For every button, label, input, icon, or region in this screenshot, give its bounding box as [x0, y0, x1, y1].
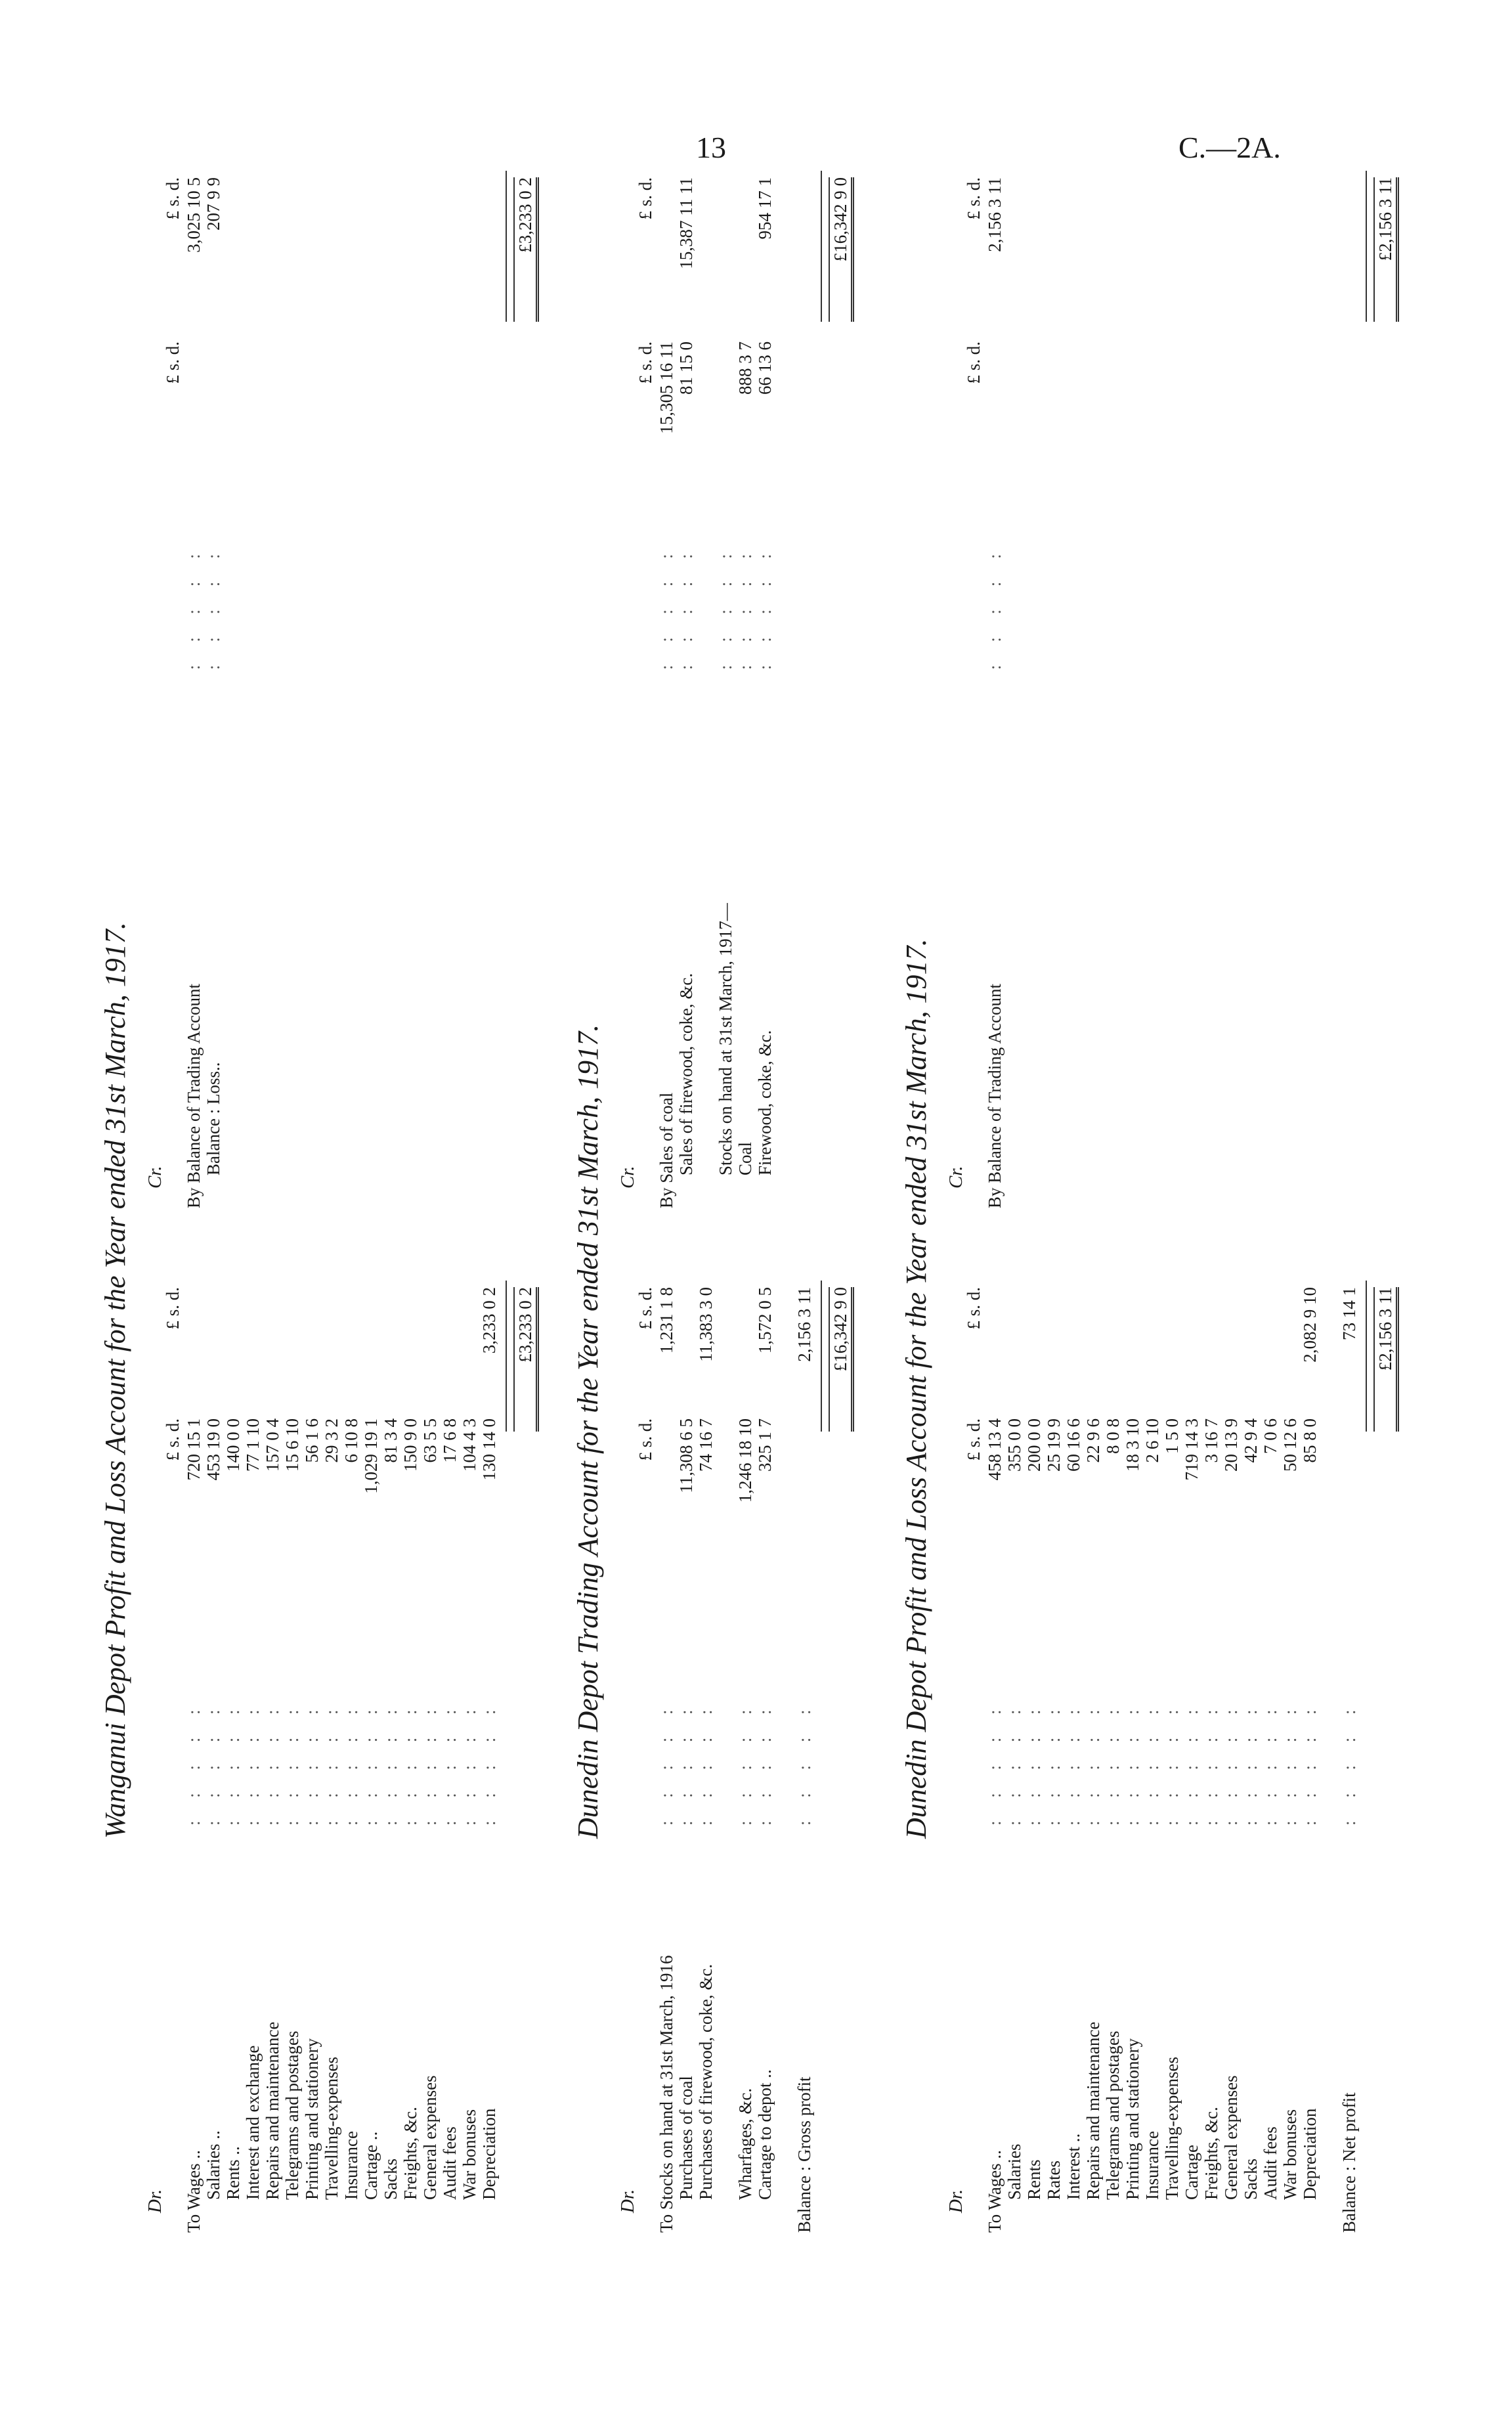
row-amount-inner: 1,029 19 1 — [361, 1418, 381, 1494]
row-amount-inner: 140 0 0 — [223, 1418, 243, 1472]
ledger-row — [204, 164, 223, 1208]
row-amount-outer: 11,383 3 0 — [696, 1287, 716, 1362]
cr-label: Cr. — [617, 1166, 638, 1189]
row-amount-outer: 2,082 9 10 — [1300, 1287, 1320, 1363]
leader-dots: : : : : : — [735, 544, 755, 670]
row-amount-outer: 207 9 9 — [204, 177, 223, 230]
currency-heading-outer: £ s. d. — [163, 1287, 183, 1330]
row-amount-inner: 888 3 7 — [735, 341, 755, 395]
leader-dots: : : : : : — [243, 1700, 263, 1826]
leader-dots: : : : : : — [1201, 1700, 1221, 1826]
ledger-row — [1162, 1261, 1182, 2233]
row-label: Insurance — [1142, 2131, 1162, 2200]
row-amount-inner: 22 9 6 — [1083, 1418, 1103, 1463]
ledger-row — [1241, 1261, 1261, 2233]
ledger-row — [440, 1261, 460, 2233]
row-label: To Wages .. — [184, 2150, 204, 2233]
ledger-row — [184, 164, 204, 1208]
currency-heading-outer: £ s. d. — [636, 177, 655, 220]
row-label: Rents .. — [223, 2146, 243, 2200]
row-amount-inner: 77 1 10 — [243, 1418, 263, 1472]
row-amount-inner: 81 3 4 — [381, 1418, 400, 1463]
row-label: Interest and exchange — [243, 2045, 263, 2200]
leader-dots: : : : : : — [716, 544, 735, 670]
row-label: By Balance of Trading Account — [184, 984, 204, 1208]
cr-total: £3,233 0 2 — [513, 177, 539, 322]
total-rule — [1366, 171, 1367, 322]
currency-heading-outer: £ s. d. — [964, 1287, 983, 1330]
leader-dots: : : : : : — [341, 1700, 361, 1826]
row-amount-inner: 63 5 5 — [420, 1418, 440, 1463]
currency-heading-inner: £ s. d. — [636, 1418, 655, 1461]
row-label: To Stocks on hand at 31st March, 1916 — [657, 1955, 676, 2233]
ledger-row — [716, 164, 735, 1208]
row-label: Audit fees — [440, 2126, 460, 2200]
row-label: War bonuses — [1280, 2109, 1300, 2200]
row-label: Coal — [735, 1142, 755, 1175]
leader-dots: : : : : : — [282, 1700, 302, 1826]
row-amount-inner: 720 15 1 — [184, 1418, 204, 1481]
row-amount-inner: 50 12 6 — [1280, 1418, 1300, 1472]
total-rule — [506, 1281, 507, 1432]
currency-heading-outer: £ s. d. — [636, 1287, 655, 1330]
row-amount-inner: 81 15 0 — [676, 341, 696, 395]
leader-dots: : : : : : — [1103, 1700, 1123, 1826]
ledger-row — [985, 164, 1004, 1208]
currency-heading-inner: £ s. d. — [636, 341, 655, 384]
row-amount-inner: 29 3 2 — [322, 1418, 341, 1463]
ledger-row — [696, 164, 716, 1208]
leader-dots: : : : : : — [479, 1700, 499, 1826]
ledger-row — [1261, 1261, 1280, 2233]
leader-dots: : : : : : — [1024, 1700, 1044, 1826]
row-label: Balance : Loss.. — [204, 1062, 223, 1175]
ledger-row — [381, 1261, 400, 2233]
leader-dots: : : : : : — [1142, 1700, 1162, 1826]
account-title: Dunedin Depot Profit and Loss Account for the Year ended 31st March, 1917. — [900, 938, 932, 1839]
row-label: Firewood, coke, &c. — [755, 1030, 775, 1175]
leader-dots: : : : : : — [223, 1700, 243, 1826]
ledger-row — [794, 1261, 814, 2233]
cr-label: Cr. — [945, 1166, 966, 1189]
ledger-row — [735, 164, 755, 1208]
dr-total: £2,156 3 11 — [1373, 1287, 1399, 1432]
row-amount-inner: 719 14 3 — [1182, 1418, 1201, 1481]
ledger-row — [735, 1261, 755, 2233]
ledger-row — [1083, 1261, 1103, 2233]
row-label: Printing and stationery — [1123, 2038, 1142, 2200]
leader-dots: : : : : : — [302, 1700, 322, 1826]
leader-dots: : : : : : — [460, 1700, 479, 1826]
row-label: Freights, &c. — [1201, 2107, 1221, 2200]
currency-heading-inner: £ s. d. — [163, 341, 183, 384]
row-amount-outer: 3,025 10 5 — [184, 177, 204, 253]
row-amount-inner: 18 3 10 — [1123, 1418, 1142, 1472]
leader-dots: : : : : : — [755, 544, 775, 670]
leader-dots: : : : : : — [1241, 1700, 1261, 1826]
leader-dots: : : : : : — [1004, 1700, 1024, 1826]
row-label: War bonuses — [460, 2109, 479, 2200]
ledger-row — [479, 1261, 499, 2233]
row-label: General expenses — [1221, 2075, 1241, 2200]
ledger-row — [1280, 1261, 1300, 2233]
ledger-row — [1300, 1261, 1320, 2233]
row-amount-outer: 2,156 3 11 — [985, 177, 1004, 252]
row-label: Sacks — [381, 2159, 400, 2200]
leader-dots: : : : : : — [1123, 1700, 1142, 1826]
leader-dots: : : : : : — [1300, 1700, 1320, 1826]
row-label: Depreciation — [1300, 2108, 1320, 2200]
leader-dots: : : : : : — [794, 1700, 814, 1826]
row-label: Insurance — [341, 2131, 361, 2200]
ledger-row — [1123, 1261, 1142, 2233]
total-rule — [506, 171, 507, 322]
ledger-row — [460, 1261, 479, 2233]
cr-rows — [657, 164, 775, 1208]
leader-dots: : : : : : — [1044, 1700, 1064, 1826]
ledger-row — [1339, 1261, 1359, 2233]
ledger-row — [1024, 1261, 1044, 2233]
row-label: General expenses — [420, 2075, 440, 2200]
row-label: To Wages .. — [985, 2150, 1004, 2233]
ledger-row — [302, 1261, 322, 2233]
row-label: Freights, &c. — [400, 2107, 420, 2200]
row-label: Wharfages, &c. — [735, 2088, 755, 2200]
row-label: Stocks on hand at 31st March, 1917— — [716, 903, 735, 1175]
row-label: Purchases of firewood, coke, &c. — [696, 1963, 716, 2200]
currency-heading-inner: £ s. d. — [163, 1418, 183, 1461]
row-amount-inner: 85 8 0 — [1300, 1418, 1320, 1463]
ledger-row — [1142, 1261, 1162, 2233]
row-amount-inner: 56 1 6 — [302, 1418, 322, 1463]
leader-dots: : : : : : — [676, 1700, 696, 1826]
row-amount-inner: 458 13 4 — [985, 1418, 1004, 1481]
ledger-row — [322, 1261, 341, 2233]
ledger-row — [361, 1261, 381, 2233]
ledger-row — [755, 1261, 775, 2233]
currency-heading-inner: £ s. d. — [964, 1418, 983, 1461]
row-label: Depreciation — [479, 2108, 499, 2200]
ledger-row — [223, 1261, 243, 2233]
row-label: Salaries — [1004, 2143, 1024, 2200]
page-number: 13 — [696, 131, 726, 164]
row-label: Printing and stationery — [302, 2038, 322, 2200]
row-amount-inner: 20 13 9 — [1221, 1418, 1241, 1472]
dr-rows — [184, 1261, 499, 2233]
ledger-row — [1320, 1261, 1339, 2233]
row-label: Rents — [1024, 2159, 1044, 2200]
leader-dots: : : : : : — [985, 544, 1004, 670]
dr-total: £3,233 0 2 — [513, 1287, 539, 1432]
ledger-row — [657, 1261, 676, 2233]
ledger-row — [400, 1261, 420, 2233]
currency-heading-outer: £ s. d. — [163, 177, 183, 220]
row-amount-inner: 11,308 6 5 — [676, 1418, 696, 1493]
row-label: Travelling-expenses — [322, 2057, 341, 2200]
dr-rows — [985, 1261, 1359, 2233]
row-label: Telegrams and postages — [282, 2030, 302, 2200]
ledger-row — [1103, 1261, 1123, 2233]
dr-label: Dr. — [945, 2189, 966, 2213]
row-amount-outer: 3,233 0 2 — [479, 1287, 499, 1354]
leader-dots: : : : : : — [1083, 1700, 1103, 1826]
ledger-row — [1201, 1261, 1221, 2233]
ledger-row — [775, 1261, 794, 2233]
row-amount-inner: 25 19 9 — [1044, 1418, 1064, 1472]
leader-dots: : : : : : — [1221, 1700, 1241, 1826]
leader-dots: : : : : : — [381, 1700, 400, 1826]
row-amount-inner: 150 9 0 — [400, 1418, 420, 1472]
account-title: Dunedin Depot Trading Account for the Year ended 31st March, 1917. — [572, 1024, 604, 1839]
row-amount-inner: 74 16 7 — [696, 1418, 716, 1472]
row-amount-outer: 1,231 1 8 — [657, 1287, 676, 1354]
leader-dots: : : : : : — [361, 1700, 381, 1826]
row-label: Sales of firewood, coke, &c. — [676, 973, 696, 1175]
row-label: Travelling-expenses — [1162, 2057, 1182, 2200]
leader-dots: : : : : : — [322, 1700, 341, 1826]
ledger-row — [243, 1261, 263, 2233]
leader-dots: : : : : : — [735, 1700, 755, 1826]
row-label: Cartage to depot .. — [755, 2069, 775, 2200]
ledger-row — [420, 1261, 440, 2233]
leader-dots: : : : : : — [1339, 1700, 1359, 1826]
leader-dots: : : : : : — [1064, 1700, 1083, 1826]
row-amount-inner: 15,305 16 11 — [657, 341, 676, 434]
row-label: Interest .. — [1064, 2133, 1083, 2200]
rotated-accounts-sheet — [98, 164, 1412, 2233]
row-label: Repairs and maintenance — [1083, 2021, 1103, 2200]
ledger-row — [1221, 1261, 1241, 2233]
row-amount-outer: 954 17 1 — [755, 177, 775, 240]
row-label: Rates — [1044, 2160, 1064, 2200]
row-amount-outer: 15,387 11 11 — [676, 177, 696, 269]
row-amount-inner: 200 0 0 — [1024, 1418, 1044, 1472]
dr-label: Dr. — [144, 2189, 165, 2213]
row-label: Telegrams and postages — [1103, 2030, 1123, 2200]
row-label: Cartage — [1182, 2145, 1201, 2200]
leader-dots: : : : : : — [696, 1700, 716, 1826]
row-amount-inner: 1,246 18 10 — [735, 1418, 755, 1503]
cr-label: Cr. — [144, 1166, 165, 1189]
row-label: Salaries .. — [204, 2130, 223, 2200]
ledger-row — [716, 1261, 735, 2233]
dr-rows — [657, 1261, 814, 2233]
ledger-row — [755, 164, 775, 1208]
row-label: Cartage .. — [361, 2131, 381, 2200]
cr-rows — [985, 164, 1004, 1208]
leader-dots: : : : : : — [657, 544, 676, 670]
cr-total: £2,156 3 11 — [1373, 177, 1399, 322]
leader-dots: : : : : : — [1261, 1700, 1280, 1826]
ledger-row — [676, 164, 696, 1208]
row-amount-outer: 1,572 0 5 — [755, 1287, 775, 1354]
row-label: Purchases of coal — [676, 2076, 696, 2200]
ledger-row — [1044, 1261, 1064, 2233]
leader-dots: : : : : : — [676, 544, 696, 670]
row-amount-inner: 3 16 7 — [1201, 1418, 1221, 1463]
ledger-row — [263, 1261, 282, 2233]
total-rule — [821, 171, 822, 322]
row-amount-outer: 2,156 3 11 — [794, 1287, 814, 1362]
leader-dots: : : : : : — [657, 1700, 676, 1826]
ledger-row — [204, 1261, 223, 2233]
leader-dots: : : : : : — [1162, 1700, 1182, 1826]
total-rule — [1366, 1281, 1367, 1432]
cr-total: £16,342 9 0 — [829, 177, 854, 322]
row-amount-inner: 42 9 4 — [1241, 1418, 1261, 1463]
row-label: By Sales of coal — [657, 1092, 676, 1208]
row-amount-inner: 7 0 6 — [1261, 1418, 1280, 1454]
row-amount-inner: 60 16 6 — [1064, 1418, 1083, 1472]
dr-label: Dr. — [617, 2189, 638, 2213]
leader-dots: : : : : : — [440, 1700, 460, 1826]
document-reference: C.—2A. — [1178, 131, 1281, 164]
row-amount-inner: 17 6 8 — [440, 1418, 460, 1463]
row-label: By Balance of Trading Account — [985, 984, 1004, 1208]
ledger-row — [341, 1261, 361, 2233]
leader-dots: : : : : : — [184, 1700, 204, 1826]
total-rule — [821, 1281, 822, 1432]
row-label: Balance : Net profit — [1339, 2092, 1359, 2233]
dr-total: £16,342 9 0 — [829, 1287, 854, 1432]
row-amount-inner: 8 0 8 — [1103, 1418, 1123, 1454]
currency-heading-outer: £ s. d. — [964, 177, 983, 220]
leader-dots: : : : : : — [420, 1700, 440, 1826]
ledger-row — [282, 1261, 302, 2233]
ledger-row — [1064, 1261, 1083, 2233]
row-amount-inner: 2 6 10 — [1142, 1418, 1162, 1463]
row-amount-inner: 1 5 0 — [1162, 1418, 1182, 1454]
row-amount-inner: 130 14 0 — [479, 1418, 499, 1481]
row-label: Sacks — [1241, 2159, 1261, 2200]
row-amount-inner: 6 10 8 — [341, 1418, 361, 1463]
leader-dots: : : : : : — [1182, 1700, 1201, 1826]
ledger-row — [184, 1261, 204, 2233]
row-amount-inner: 66 13 6 — [755, 341, 775, 395]
account-title: Wanganui Depot Profit and Loss Account for the Year ended 31st March, 1917. — [99, 922, 131, 1839]
row-amount-inner: 453 19 0 — [204, 1418, 223, 1481]
ledger-row — [1004, 1261, 1024, 2233]
ledger-row — [676, 1261, 696, 2233]
leader-dots: : : : : : — [755, 1700, 775, 1826]
row-amount-inner: 104 4 3 — [460, 1418, 479, 1472]
row-amount-outer: 73 14 1 — [1339, 1287, 1359, 1340]
row-amount-inner: 325 1 7 — [755, 1418, 775, 1472]
ledger-row — [985, 1261, 1004, 2233]
ledger-row — [696, 1261, 716, 2233]
leader-dots: : : : : : — [204, 544, 223, 670]
leader-dots: : : : : : — [1280, 1700, 1300, 1826]
row-amount-inner: 15 6 10 — [282, 1418, 302, 1472]
leader-dots: : : : : : — [263, 1700, 282, 1826]
row-label: Balance : Gross profit — [794, 2076, 814, 2233]
row-label: Audit fees — [1261, 2126, 1280, 2200]
currency-heading-inner: £ s. d. — [964, 341, 983, 384]
row-amount-inner: 355 0 0 — [1004, 1418, 1024, 1472]
row-label: Repairs and maintenance — [263, 2021, 282, 2200]
leader-dots: : : : : : — [400, 1700, 420, 1826]
leader-dots: : : : : : — [204, 1700, 223, 1826]
ledger-row — [1182, 1261, 1201, 2233]
row-amount-inner: 157 0 4 — [263, 1418, 282, 1472]
cr-rows — [184, 164, 223, 1208]
leader-dots: : : : : : — [985, 1700, 1004, 1826]
ledger-row — [657, 164, 676, 1208]
leader-dots: : : : : : — [184, 544, 204, 670]
